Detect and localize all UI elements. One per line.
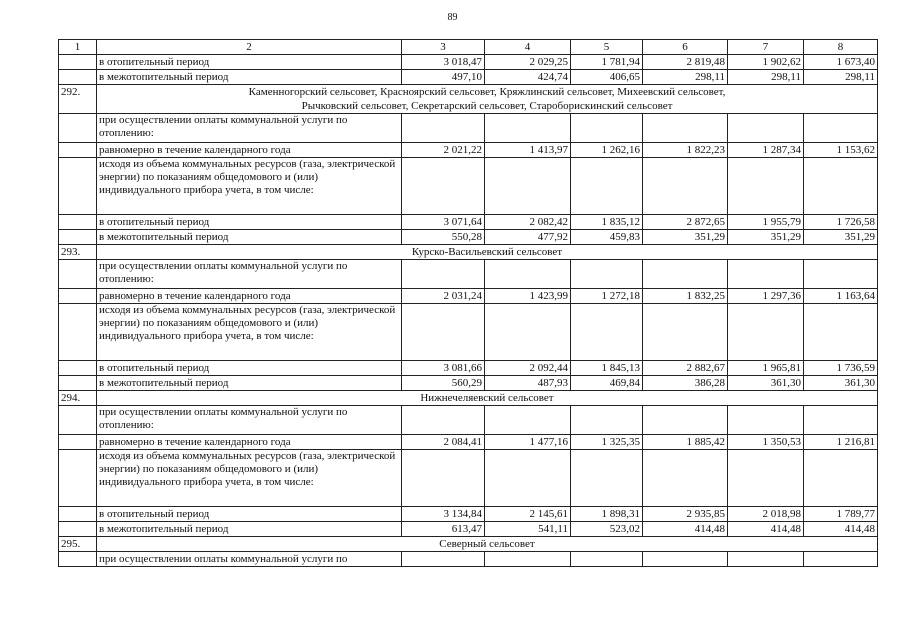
value-cell: 1 262,16 [571,143,643,158]
table-row [59,289,878,304]
value-cell: 1 413,97 [485,143,571,158]
index-cell [59,114,97,143]
index-cell [59,215,97,230]
index-cell [59,406,97,435]
value-cell: 351,29 [728,230,804,245]
value-cell: 1 898,31 [571,507,643,522]
value-cell: 351,29 [643,230,728,245]
table-row [59,304,878,361]
value-cell: 3 071,64 [402,215,485,230]
value-cell: 1 216,81 [804,435,878,450]
value-cell [402,450,485,507]
header-cell: 4 [485,40,571,55]
section-number: 294. [59,391,97,406]
header-row [59,40,878,55]
row-label: в межотопительный период [97,522,402,537]
value-cell [728,552,804,567]
value-cell: 459,83 [571,230,643,245]
value-cell: 1 287,34 [728,143,804,158]
table-row [59,406,878,435]
section-header-row [59,537,878,552]
value-cell: 2 031,24 [402,289,485,304]
row-label: в отопительный период [97,507,402,522]
tariff-table [58,39,878,567]
value-cell: 386,28 [643,376,728,391]
value-cell [485,304,571,361]
value-cell: 1 477,16 [485,435,571,450]
value-cell [728,260,804,289]
value-cell [643,114,728,143]
table-row [59,70,878,85]
value-cell: 2 935,85 [643,507,728,522]
value-cell: 497,10 [402,70,485,85]
section-name: Северный сельсовет [97,537,878,552]
value-cell: 1 835,12 [571,215,643,230]
value-cell: 3 081,66 [402,361,485,376]
index-cell [59,435,97,450]
value-cell: 1 781,94 [571,55,643,70]
row-label: в межотопительный период [97,376,402,391]
value-cell [402,158,485,215]
row-label: в отопительный период [97,215,402,230]
value-cell: 1 965,81 [728,361,804,376]
header-cell: 3 [402,40,485,55]
value-cell [643,406,728,435]
section-name-line: Каменногорский сельсовет, Красноярский сельсовет, Кряжлинский сельсовет, Михеевский сельсовет, [248,86,726,98]
row-label: исходя из объема коммунальных ресурсов (газа, электрической энергии) по показаниям общедомового и (или) индивидуального прибора учета, в том числе: [97,450,402,507]
index-cell [59,143,97,158]
section-name-line: Рычковский сельсовет, Секретарский сельсовет, Староборискинский сельсовет [301,100,673,112]
index-cell [59,158,97,215]
section-name [97,85,878,114]
value-cell: 2 018,98 [728,507,804,522]
value-cell [571,260,643,289]
value-cell [804,304,878,361]
value-cell [728,114,804,143]
table-row [59,143,878,158]
value-cell [571,304,643,361]
header-cell: 5 [571,40,643,55]
value-cell [485,260,571,289]
value-cell: 1 272,18 [571,289,643,304]
value-cell: 361,30 [804,376,878,391]
value-cell [643,260,728,289]
value-cell: 298,11 [643,70,728,85]
value-cell: 2 029,25 [485,55,571,70]
row-label: при осуществлении оплаты коммунальной услуги по отоплению: [97,260,402,289]
value-cell: 361,30 [728,376,804,391]
section-number: 293. [59,245,97,260]
table-row [59,55,878,70]
value-cell: 2 872,65 [643,215,728,230]
row-label: в межотопительный период [97,230,402,245]
index-cell [59,70,97,85]
table-row [59,376,878,391]
value-cell: 1 832,25 [643,289,728,304]
row-label: при осуществлении оплаты коммунальной услуги по отоплению: [97,406,402,435]
table-row [59,230,878,245]
row-label: при осуществлении оплаты коммунальной услуги по [97,552,402,567]
value-cell: 414,48 [728,522,804,537]
value-cell [402,406,485,435]
value-cell: 2 082,42 [485,215,571,230]
header-cell: 8 [804,40,878,55]
value-cell: 1 163,64 [804,289,878,304]
header-cell: 2 [97,40,402,55]
value-cell [643,552,728,567]
value-cell: 2 084,41 [402,435,485,450]
row-label: исходя из объема коммунальных ресурсов (газа, электрической энергии) по показаниям общедомового и (или) индивидуального прибора учета, в том числе: [97,304,402,361]
value-cell: 1 789,77 [804,507,878,522]
value-cell: 541,11 [485,522,571,537]
value-cell [402,114,485,143]
value-cell [402,304,485,361]
value-cell [485,450,571,507]
index-cell [59,361,97,376]
value-cell [571,406,643,435]
table-row [59,552,878,567]
section-number: 295. [59,537,97,552]
value-cell: 298,11 [804,70,878,85]
table-row [59,158,878,215]
row-label: равномерно в течение календарного года [97,289,402,304]
index-cell [59,304,97,361]
value-cell: 1 955,79 [728,215,804,230]
value-cell: 1 885,42 [643,435,728,450]
value-cell: 613,47 [402,522,485,537]
page-number: 89 [447,12,458,23]
index-cell [59,55,97,70]
table-row [59,260,878,289]
index-cell [59,450,97,507]
value-cell [643,304,728,361]
index-cell [59,522,97,537]
value-cell: 414,48 [804,522,878,537]
value-cell [643,158,728,215]
value-cell: 1 325,35 [571,435,643,450]
table-row [59,361,878,376]
value-cell [571,552,643,567]
value-cell: 3 134,84 [402,507,485,522]
value-cell: 1 673,40 [804,55,878,70]
value-cell [728,406,804,435]
value-cell [804,450,878,507]
value-cell: 2 145,61 [485,507,571,522]
value-cell [728,450,804,507]
table-row [59,507,878,522]
table-row [59,114,878,143]
table-row [59,522,878,537]
value-cell [728,158,804,215]
value-cell: 560,29 [402,376,485,391]
table-row [59,215,878,230]
value-cell [643,450,728,507]
row-label: в отопительный период [97,55,402,70]
value-cell: 3 018,47 [402,55,485,70]
value-cell: 2 021,22 [402,143,485,158]
value-cell [402,260,485,289]
index-cell [59,376,97,391]
index-cell [59,230,97,245]
section-header-row [59,391,878,406]
row-label: исходя из объема коммунальных ресурсов (газа, электрической энергии) по показаниям общедомового и (или) индивидуального прибора учета, в том числе: [97,158,402,215]
index-cell [59,289,97,304]
table-row [59,450,878,507]
value-cell [571,114,643,143]
header-cell: 7 [728,40,804,55]
value-cell: 1 153,62 [804,143,878,158]
value-cell [485,552,571,567]
row-label: в межотопительный период [97,70,402,85]
value-cell: 2 882,67 [643,361,728,376]
header-cell: 1 [59,40,97,55]
value-cell: 1 736,59 [804,361,878,376]
value-cell: 1 822,23 [643,143,728,158]
value-cell [571,450,643,507]
value-cell [485,114,571,143]
value-cell [485,158,571,215]
value-cell: 1 297,36 [728,289,804,304]
index-cell [59,507,97,522]
index-cell [59,552,97,567]
value-cell: 487,93 [485,376,571,391]
value-cell [728,304,804,361]
value-cell [804,552,878,567]
value-cell: 523,02 [571,522,643,537]
value-cell: 1 845,13 [571,361,643,376]
header-cell: 6 [643,40,728,55]
section-number: 292. [59,85,97,114]
value-cell: 550,28 [402,230,485,245]
row-label: при осуществлении оплаты коммунальной услуги по отоплению: [97,114,402,143]
row-label: в отопительный период [97,361,402,376]
value-cell: 406,65 [571,70,643,85]
table-row [59,435,878,450]
value-cell [804,114,878,143]
value-cell [804,260,878,289]
value-cell: 2 819,48 [643,55,728,70]
value-cell [804,406,878,435]
value-cell: 469,84 [571,376,643,391]
value-cell [571,158,643,215]
section-name: Нижнечеляевский сельсовет [97,391,878,406]
value-cell: 1 423,99 [485,289,571,304]
value-cell: 2 092,44 [485,361,571,376]
value-cell: 351,29 [804,230,878,245]
index-cell [59,260,97,289]
value-cell [804,158,878,215]
value-cell: 477,92 [485,230,571,245]
section-header-row [59,85,878,114]
value-cell [402,552,485,567]
value-cell: 1 902,62 [728,55,804,70]
row-label: равномерно в течение календарного года [97,435,402,450]
value-cell: 1 350,53 [728,435,804,450]
value-cell: 424,74 [485,70,571,85]
section-name: Курско-Васильевский сельсовет [97,245,878,260]
row-label: равномерно в течение календарного года [97,143,402,158]
value-cell: 298,11 [728,70,804,85]
section-header-row [59,245,878,260]
value-cell: 1 726,58 [804,215,878,230]
value-cell [485,406,571,435]
value-cell: 414,48 [643,522,728,537]
